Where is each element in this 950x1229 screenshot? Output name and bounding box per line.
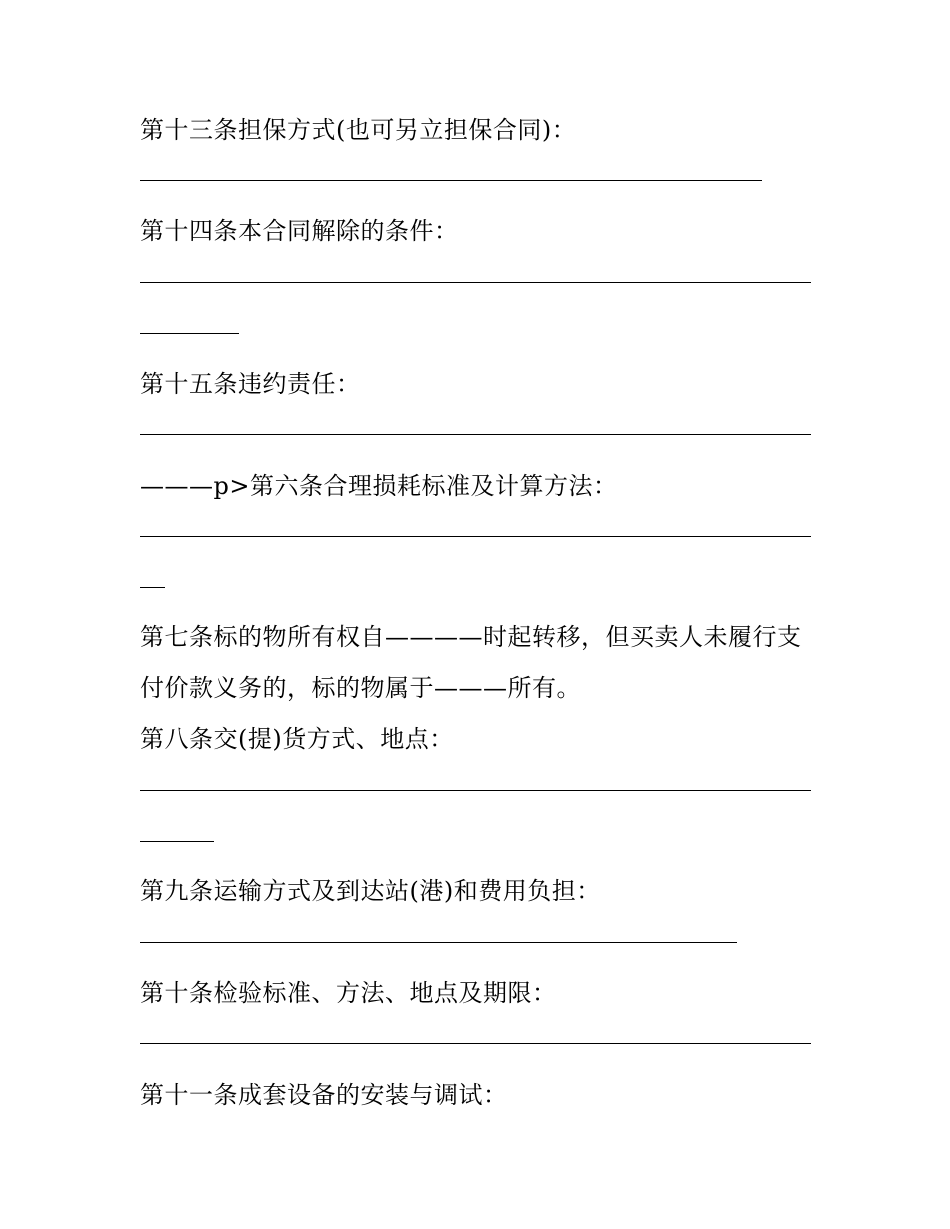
article-6-heading: ———p>第六条合理损耗标准及计算方法： xyxy=(140,472,618,500)
fill-in-line xyxy=(140,282,811,283)
article-15-heading: 第十五条违约责任： xyxy=(140,370,361,398)
fill-in-line xyxy=(140,1043,811,1044)
fill-in-line xyxy=(140,587,165,588)
article-9-heading: 第九条运输方式及到达站(港)和费用负担： xyxy=(140,877,601,905)
article-14-heading: 第十四条本合同解除的条件： xyxy=(140,217,459,245)
fill-in-line xyxy=(140,180,762,181)
article-11-heading: 第十一条成套设备的安装与调试： xyxy=(140,1081,508,1109)
fill-in-line xyxy=(140,434,811,435)
fill-in-line xyxy=(140,333,239,334)
fill-in-line xyxy=(140,536,811,537)
fill-in-line xyxy=(140,942,737,943)
article-8-heading: 第八条交(提)货方式、地点： xyxy=(140,725,454,753)
fill-in-line xyxy=(140,790,811,791)
article-13-heading: 第十三条担保方式(也可另立担保合同)： xyxy=(140,116,577,144)
article-10-heading: 第十条检验标准、方法、地点及期限： xyxy=(140,979,557,1007)
article-7-line-1: 第七条标的物所有权自————时起转移，但买卖人未履行支 xyxy=(140,623,802,651)
article-7-line-2: 付价款义务的，标的物属于———所有。 xyxy=(140,674,581,702)
fill-in-line xyxy=(140,841,214,842)
